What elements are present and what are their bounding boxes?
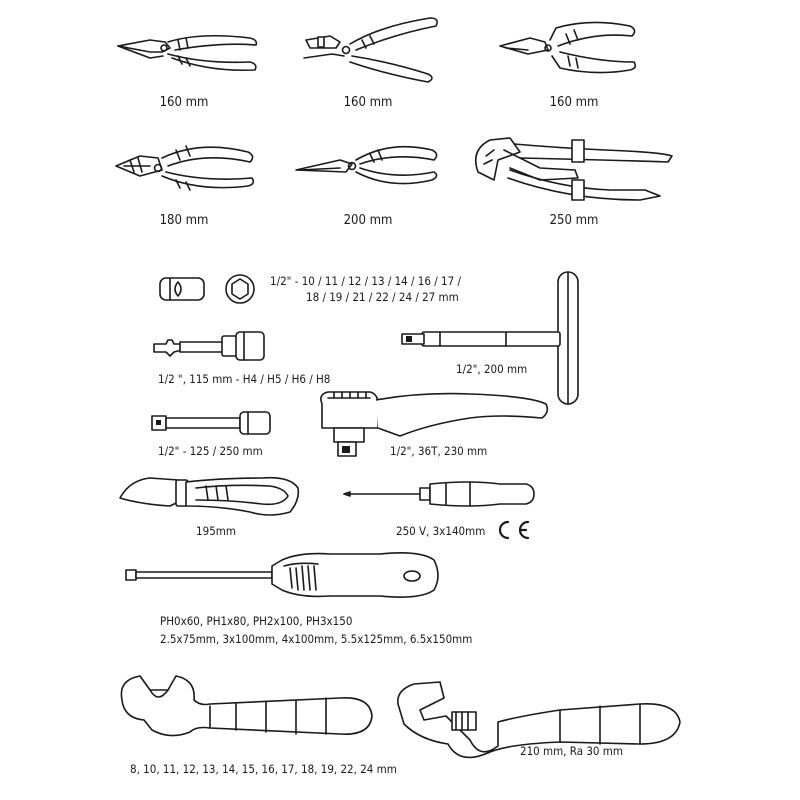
label-ratchet: 1/2", 36T, 230 mm [390,444,488,458]
label-t-handle: 1/2", 200 mm [456,362,528,376]
label-sockets-line2: 18 / 19 / 21 / 22 / 24 / 27 mm [306,290,459,304]
voltage-tester-screwdriver-icon [344,482,534,506]
label-knife: 195mm [196,524,236,538]
label-water-pump-pliers: 250 mm [549,213,599,228]
label-long-nose-pliers: 200 mm [343,213,393,228]
label-tester: 250 V, 3x140mm [396,524,486,538]
combination-wrench-icon [121,676,372,736]
label-diagonal-cutter: 160 mm [549,95,599,110]
label-extensions: 1/2" - 125 / 250 mm [158,444,263,458]
water-pump-pliers-icon [476,138,672,200]
label-wrenches: 8, 10, 11, 12, 13, 14, 15, 16, 17, 18, 19, 22, 24 mm [130,762,397,776]
label-sockets-line1: 1/2" - 10 / 11 / 12 / 13 / 14 / 16 / 17 / [270,274,461,288]
combination-pliers-icon [116,146,253,190]
combination-pliers-small-icon [118,36,256,71]
hex-bit-socket-icon [154,332,264,360]
electrician-knife-icon [120,478,298,515]
diagonal-cutter-pliers-icon [500,22,635,72]
label-screwdrivers-line1: PH0x60, PH1x80, PH2x100, PH3x150 [160,614,353,628]
label-combination-pliers-small: 160 mm [159,95,209,110]
long-nose-pliers-icon [296,147,437,184]
label-adjustable-wrench: 210 mm, Ra 30 mm [520,744,623,758]
socket-icon [160,278,204,300]
screwdriver-icon [126,553,438,597]
label-wire-stripper: 160 mm [343,95,393,110]
extension-bar-icon [152,412,270,434]
label-hex-bits: 1/2 ", 115 mm - H4 / H5 / H6 / H8 [158,372,331,386]
ce-mark-icon [500,522,528,538]
wire-stripper-pliers-icon [304,18,437,82]
socket-face-icon [226,275,254,303]
label-combination-pliers: 180 mm [159,213,209,228]
label-screwdrivers-line2: 2.5x75mm, 3x100mm, 4x100mm, 5.5x125mm, 6.5x150mm [160,632,473,646]
